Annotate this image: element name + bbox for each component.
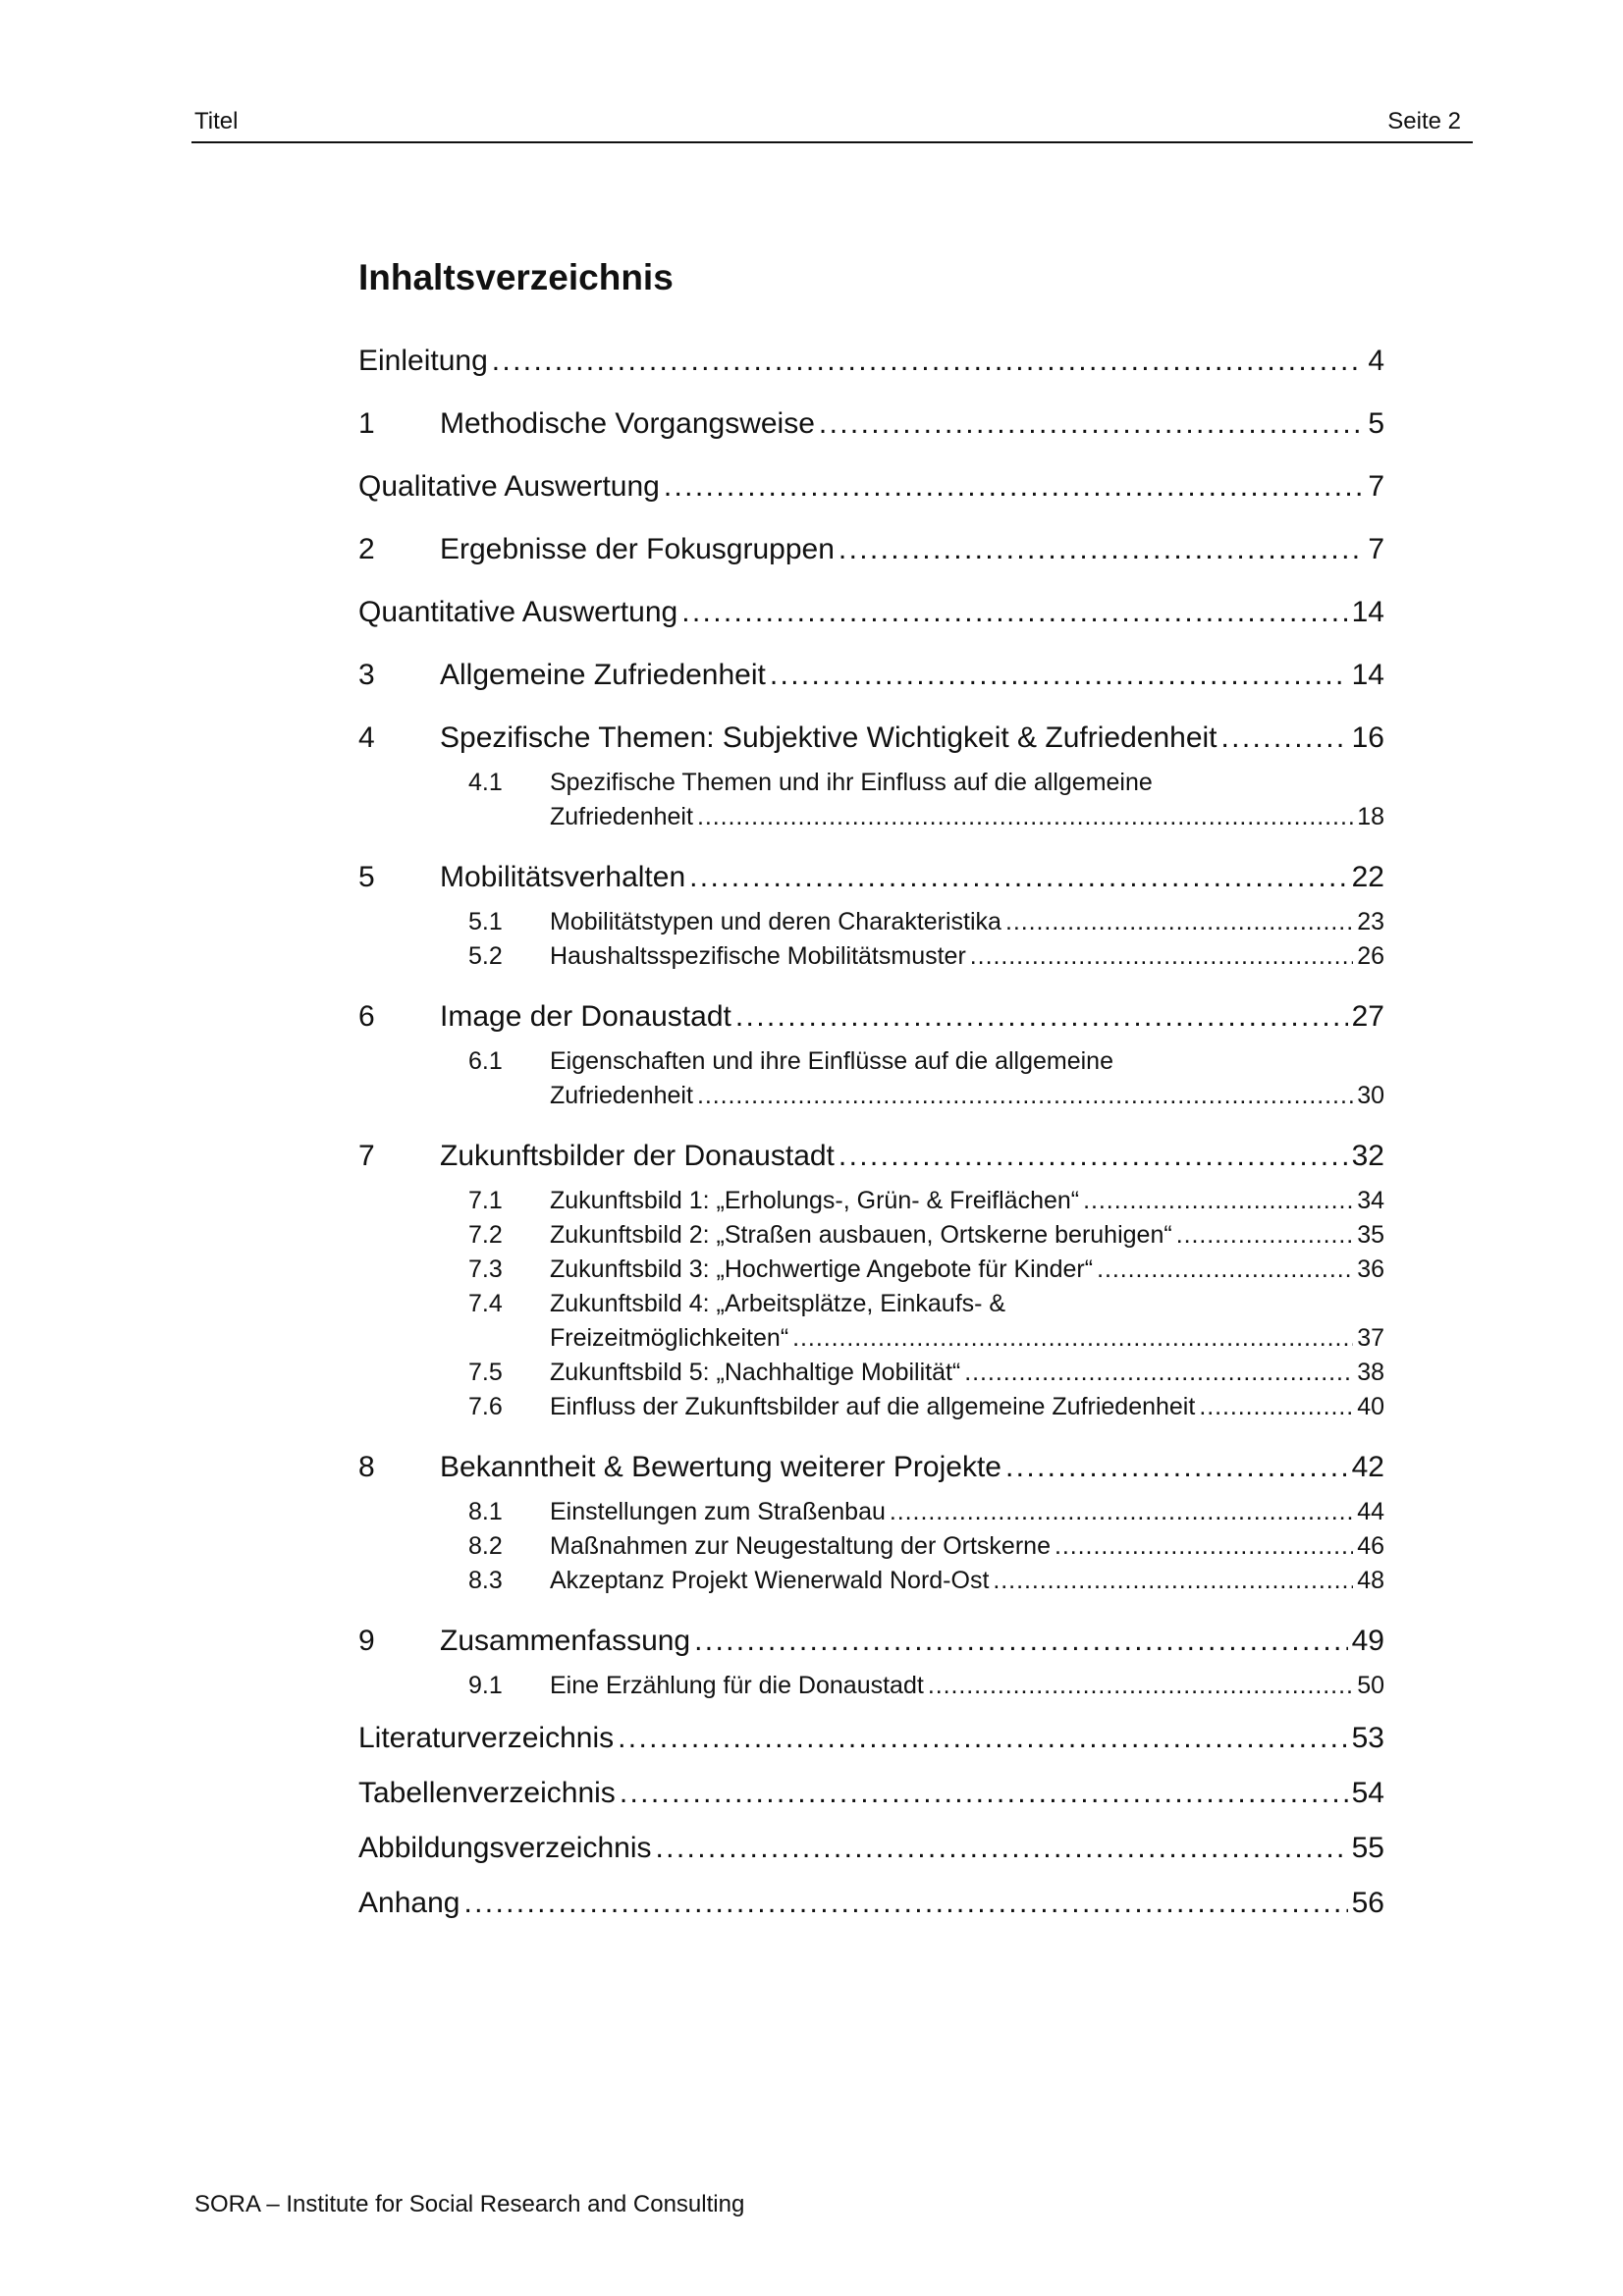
toc-subgroup-4	[358, 766, 1384, 834]
toc-number: 7.4	[468, 1290, 503, 1317]
toc-label: Zukunftsbild 3: „Hochwertige Angebote für Kinder“	[550, 1255, 1094, 1283]
toc-label: Mobilitätstypen und deren Charakteristika	[550, 908, 1001, 935]
toc-label: Einstellungen zum Straßenbau	[550, 1498, 886, 1525]
toc-label-line1: Eigenschaften und ihre Einflüsse auf die allgemeine	[550, 1047, 1113, 1075]
toc-entry-3[interactable]	[358, 656, 1384, 695]
page-header	[191, 102, 1473, 143]
toc-entry-7[interactable]	[358, 1137, 1384, 1176]
toc-number: 8.3	[468, 1567, 503, 1594]
toc-entry-5-1[interactable]	[468, 905, 1384, 939]
toc-leader	[492, 342, 1365, 381]
toc-number: 5	[358, 861, 375, 893]
toc-page: 7	[1368, 533, 1384, 565]
page-title: Inhaltsverzeichnis	[358, 257, 674, 297]
toc-number: 4	[358, 721, 375, 754]
toc-leader	[1221, 719, 1348, 758]
toc-subgroup-9	[358, 1669, 1384, 1703]
toc-number: 1	[358, 407, 375, 440]
toc-entry-6-1[interactable]	[468, 1044, 1384, 1113]
header-page-number: Seite 2	[1387, 108, 1461, 134]
toc-label: Methodische Vorgangsweise	[440, 407, 815, 440]
toc-number: 8.1	[468, 1498, 503, 1525]
toc-entry-8-3[interactable]	[468, 1564, 1384, 1598]
toc-leader	[463, 1884, 1347, 1923]
toc-page: 53	[1351, 1722, 1384, 1754]
toc-number: 7.5	[468, 1359, 503, 1386]
toc-entry-9-1[interactable]	[468, 1669, 1384, 1703]
toc-entry-einleitung[interactable]	[358, 342, 1384, 381]
toc-entry-abbildungen[interactable]	[358, 1829, 1384, 1868]
toc-leader	[735, 997, 1348, 1037]
toc-label: Zukunftsbilder der Donaustadt	[440, 1140, 835, 1172]
toc-entry-7-6[interactable]	[468, 1390, 1384, 1424]
toc-entry-qualitative[interactable]	[358, 467, 1384, 507]
toc-label: Qualitative Auswertung	[358, 470, 660, 503]
toc-entry-5-2[interactable]	[468, 939, 1384, 974]
toc-label-line2: Zufriedenheit	[550, 1082, 693, 1109]
toc-leader	[681, 593, 1347, 632]
toc-label-line2: Freizeitmöglichkeiten“	[550, 1324, 789, 1352]
toc-label-line1: Spezifische Themen und ihr Einfluss auf die allgemeine	[550, 769, 1153, 796]
toc-page: 14	[1351, 596, 1384, 628]
toc-label: Einfluss der Zukunftsbilder auf die allgemeine Zufriedenheit	[550, 1393, 1196, 1420]
toc-leader	[1097, 1253, 1353, 1287]
toc-leader	[664, 467, 1364, 507]
toc-label: Abbildungsverzeichnis	[358, 1832, 652, 1864]
toc-page: 49	[1351, 1625, 1384, 1657]
toc-leader	[993, 1564, 1353, 1598]
toc-entry-2[interactable]	[358, 530, 1384, 569]
toc-number: 5.1	[468, 908, 503, 935]
toc-page: 18	[1357, 803, 1384, 830]
toc-entry-7-1[interactable]	[468, 1184, 1384, 1218]
toc-leader	[1005, 1448, 1348, 1487]
toc-page: 23	[1357, 908, 1384, 935]
toc-entry-8-1[interactable]	[468, 1495, 1384, 1529]
toc-page: 44	[1357, 1498, 1384, 1525]
toc-page: 56	[1351, 1887, 1384, 1919]
toc-entry-tabellen[interactable]	[358, 1774, 1384, 1813]
toc-page: 36	[1357, 1255, 1384, 1283]
toc-number: 7.6	[468, 1393, 503, 1420]
toc-number: 7.1	[468, 1187, 503, 1214]
toc-label: Zukunftsbild 2: „Straßen ausbauen, Ortskerne beruhigen“	[550, 1221, 1172, 1249]
toc-number: 7.3	[468, 1255, 503, 1283]
toc-label: Mobilitätsverhalten	[440, 861, 686, 893]
toc-label: Allgemeine Zufriedenheit	[440, 659, 766, 691]
toc-label: Eine Erzählung für die Donaustadt	[550, 1672, 924, 1699]
toc-number: 6	[358, 1000, 375, 1033]
toc-page: 14	[1351, 659, 1384, 691]
toc-number: 2	[358, 533, 375, 565]
toc-number: 9	[358, 1625, 375, 1657]
toc-page: 42	[1351, 1451, 1384, 1483]
toc-leader	[694, 1622, 1348, 1661]
toc-leader	[1176, 1218, 1354, 1253]
toc-page: 40	[1357, 1393, 1384, 1420]
toc-leader	[839, 1137, 1348, 1176]
toc-entry-8-2[interactable]	[468, 1529, 1384, 1564]
toc-leader	[792, 1321, 1353, 1356]
toc-page: 5	[1368, 407, 1384, 440]
toc-number: 8	[358, 1451, 375, 1483]
header-title: Titel	[194, 108, 239, 134]
toc-leader	[618, 1719, 1348, 1758]
toc-page: 50	[1357, 1672, 1384, 1699]
toc-entry-9[interactable]	[358, 1622, 1384, 1661]
toc-leader	[620, 1774, 1348, 1813]
toc-number: 7	[358, 1140, 375, 1172]
toc-leader	[964, 1356, 1353, 1390]
toc-label-line2: Zufriedenheit	[550, 803, 693, 830]
toc-leader	[928, 1669, 1353, 1703]
toc-page: 16	[1351, 721, 1384, 754]
toc-page: 22	[1351, 861, 1384, 893]
toc-page: 27	[1351, 1000, 1384, 1033]
toc-subgroup-8	[358, 1495, 1384, 1598]
toc-number: 8.2	[468, 1532, 503, 1560]
toc-label: Bekanntheit & Bewertung weiterer Projekte	[440, 1451, 1001, 1483]
toc-number: 5.2	[468, 942, 503, 970]
toc-leader	[970, 939, 1353, 974]
toc-leader	[819, 404, 1364, 444]
toc-label: Anhang	[358, 1887, 460, 1919]
toc-number: 9.1	[468, 1672, 503, 1699]
toc-label-line1: Zukunftsbild 4: „Arbeitsplätze, Einkaufs- &	[550, 1290, 1006, 1317]
toc-page: 38	[1357, 1359, 1384, 1386]
toc-entry-7-2[interactable]	[468, 1218, 1384, 1253]
toc-label: Spezifische Themen: Subjektive Wichtigkeit & Zufriedenheit	[440, 721, 1217, 754]
toc-leader	[1083, 1184, 1353, 1218]
toc-label: Quantitative Auswertung	[358, 596, 678, 628]
toc-label: Einleitung	[358, 345, 488, 377]
toc-content	[358, 253, 1384, 1923]
toc-entry-5[interactable]	[358, 858, 1384, 897]
toc-leader	[1055, 1529, 1353, 1564]
toc-subgroup-6	[358, 1044, 1384, 1113]
toc-number: 6.1	[468, 1047, 503, 1075]
toc-page: 55	[1351, 1832, 1384, 1864]
toc-page: 54	[1351, 1777, 1384, 1809]
toc-entry-4[interactable]	[358, 719, 1384, 758]
toc-entry-1[interactable]	[358, 404, 1384, 444]
toc-leader	[697, 800, 1353, 834]
toc-number: 4.1	[468, 769, 503, 796]
toc-label: Akzeptanz Projekt Wienerwald Nord-Ost	[550, 1567, 990, 1594]
toc-leader	[890, 1495, 1353, 1529]
toc-subgroup-7	[358, 1184, 1384, 1424]
toc-leader	[770, 656, 1348, 695]
toc-label: Tabellenverzeichnis	[358, 1777, 616, 1809]
toc-leader	[656, 1829, 1348, 1868]
toc-leader	[839, 530, 1364, 569]
page-footer: SORA – Institute for Social Research and Consulting	[194, 2191, 745, 2217]
toc-entry-4-1[interactable]	[468, 766, 1384, 834]
toc-entry-7-5[interactable]	[468, 1356, 1384, 1390]
toc-label: Haushaltsspezifische Mobilitätsmuster	[550, 942, 966, 970]
toc-leader	[689, 858, 1348, 897]
toc-entry-7-3[interactable]	[468, 1253, 1384, 1287]
toc-label: Zukunftsbild 1: „Erholungs-, Grün- & Freiflächen“	[550, 1187, 1080, 1214]
toc-page: 30	[1357, 1082, 1384, 1109]
toc-page: 37	[1357, 1324, 1384, 1352]
toc-page: 48	[1357, 1567, 1384, 1594]
toc-leader	[1005, 905, 1353, 939]
toc-entry-7-4[interactable]	[468, 1287, 1384, 1356]
toc-label: Ergebnisse der Fokusgruppen	[440, 533, 835, 565]
toc-label: Maßnahmen zur Neugestaltung der Ortskerne	[550, 1532, 1051, 1560]
toc-entry-8[interactable]	[358, 1448, 1384, 1487]
toc-page: 46	[1357, 1532, 1384, 1560]
toc-label: Zusammenfassung	[440, 1625, 691, 1657]
toc-page: 7	[1368, 470, 1384, 503]
toc-entry-anhang[interactable]	[358, 1884, 1384, 1923]
toc-label: Image der Donaustadt	[440, 1000, 731, 1033]
toc-page: 32	[1351, 1140, 1384, 1172]
toc-page: 34	[1357, 1187, 1384, 1214]
toc-entry-literatur[interactable]	[358, 1719, 1384, 1758]
toc-entry-6[interactable]	[358, 997, 1384, 1037]
toc-label: Zukunftsbild 5: „Nachhaltige Mobilität“	[550, 1359, 961, 1386]
toc-page: 35	[1357, 1221, 1384, 1249]
toc-number: 3	[358, 659, 375, 691]
toc-number: 7.2	[468, 1221, 503, 1249]
toc-leader	[1199, 1390, 1353, 1424]
toc-label: Literaturverzeichnis	[358, 1722, 615, 1754]
toc-page: 4	[1368, 345, 1384, 377]
toc-page: 26	[1357, 942, 1384, 970]
toc-subgroup-5	[358, 905, 1384, 974]
toc-leader	[697, 1079, 1353, 1113]
toc-entry-quantitative[interactable]	[358, 593, 1384, 632]
